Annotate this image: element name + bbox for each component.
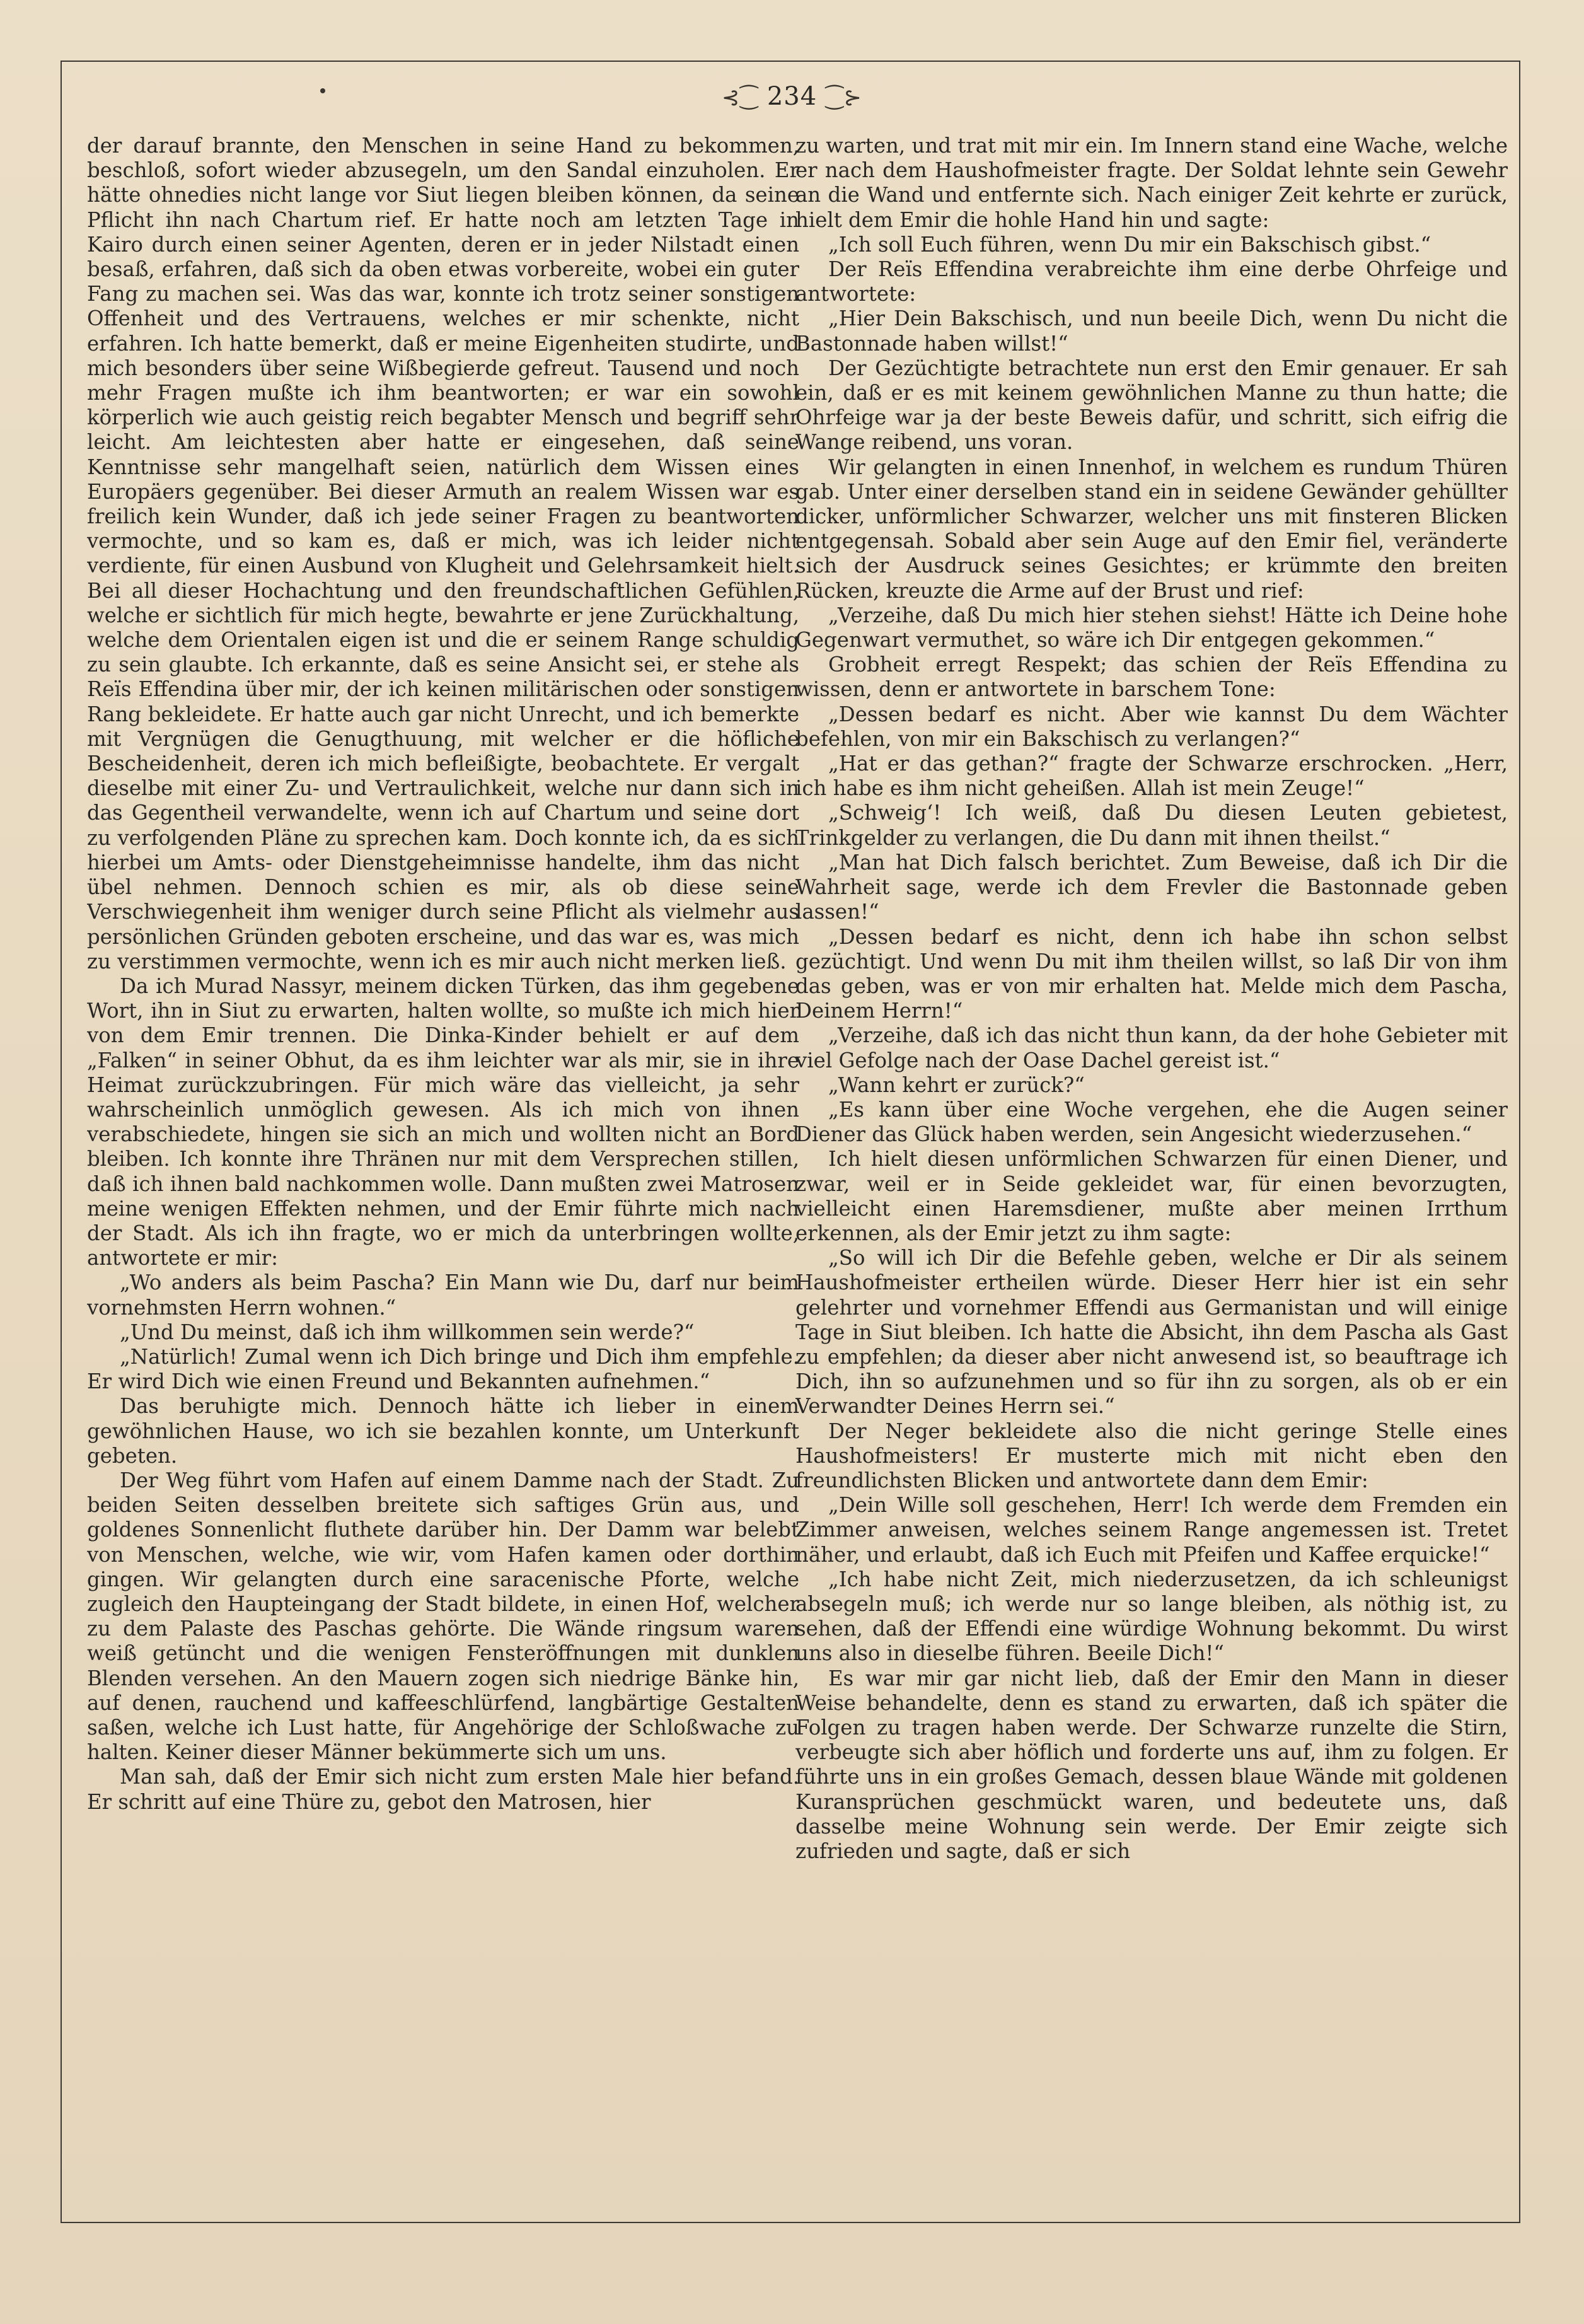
paragraph: Ich hielt diesen unförmlichen Schwarzen für einen Diener, und zwar, weil er in Seide gekleidet war, für einen bevorzugten, vielleicht einen Haremsdiener, mußte aber meinen Irrthum erkennen, als der Emir jetzt zu ihm sagte: bbox=[795, 1147, 1508, 1245]
paragraph: „Verzeihe, daß Du mich hier stehen siehst! Hätte ich Deine hohe Gegenwart vermuthet, so wäre ich Dir entgegen gekommen.“ bbox=[795, 603, 1508, 653]
paragraph: „Und Du meinst, daß ich ihm willkommen sein werde?“ bbox=[120, 1320, 695, 1344]
paragraph: „Dein Wille soll geschehen, Herr! Ich werde dem Fremden ein Zimmer anweisen, welches seinem Range angemessen ist. Tretet näher, und erlaubt, daß ich Euch mit Pfeifen und Kaffee erquicke!“ bbox=[795, 1493, 1508, 1567]
left-ornament-icon: ⊰⁐ bbox=[721, 85, 758, 110]
paragraph: Da ich Murad Nassyr, meinem dicken Türken, das ihm gegebene Wort, ihn in Siut zu erwarten, halten wollte, so mußte ich mich hier von dem Emir trennen. Die Dinka-Kinder behielt er auf dem „Falken“ in seiner Obhut, da es ihm leichter war als mir, sie in ihre Heimat zurückzubringen. Für mich wäre das vielleicht, ja sehr wahrscheinlich unmöglich gewesen. Als ich mich von ihnen verabschiedete, hingen sie sich an mich und wollten nicht an Bord bleiben. Ich konnte ihre Thränen nur mit dem Versprechen stillen, daß ich ihnen bald nachkommen wolle. Dann mußten zwei Matrosen meine wenigen Effekten nehmen, und der Emir führte mich nach der Stadt. Als ich ihn fragte, wo er mich da unterbringen wollte, antwortete er mir: bbox=[87, 973, 799, 1270]
right-ornament-icon: ⁐⊱ bbox=[826, 85, 862, 110]
paragraph: „Hier Dein Bakschisch, und nun beeile Dich, wenn Du nicht die Bastonnade haben willst!“ bbox=[795, 306, 1508, 356]
paragraph: Man sah, daß der Emir sich nicht zum ersten Male hier befand. Er schritt auf eine Thüre zu, gebot den Matrosen, hier bbox=[87, 1765, 799, 1814]
paragraph: „Man hat Dich falsch berichtet. Zum Beweise, daß ich Dir die Wahrheit sage, werde ich dem Frevler die Bastonnade geben lassen!“ bbox=[795, 850, 1508, 924]
paragraph: Wir gelangten in einen Innenhof, in welchem es rundum Thüren gab. Unter einer derselben stand ein in seidene Gewänder gehüllter dicker, unförmlicher Schwarzer, welcher uns mit finsteren Blicken entgegensah. Sobald aber sein Auge auf den Emir fiel, veränderte sich der Ausdruck seines Gesichtes; er krümmte den breiten Rücken, kreuzte die Arme auf der Brust und rief: bbox=[795, 455, 1508, 603]
paragraph: Grobheit erregt Respekt; das schien der Reïs Effendina zu wissen, denn er antwortete in barschem Tone: bbox=[795, 653, 1508, 702]
paragraph: Der Weg führt vom Hafen auf einem Damme nach der Stadt. Zu beiden Seiten desselben breitete sich saftiges Grün aus, und goldenes Sonnenlicht fluthete darüber hin. Der Damm war belebt von Menschen, welche, wie wir, vom Hafen kamen oder dorthin gingen. Wir gelangten durch eine saracenische Pforte, welche zugleich den Haupteingang der Stadt bildete, in einen Hof, welcher zu dem Palaste des Paschas gehörte. Die Wände ringsum waren weiß getüncht und die wenigen Fensteröffnungen mit dunklen Blenden versehen. An den Mauern zogen sich niedrige Bänke hin, auf denen, rauchend und kaffeeschlürfend, langbärtige Gestalten saßen, welche ich Lust hatte, für Angehörige der Schloßwache zu halten. Keiner dieser Männer bekümmerte sich um uns. bbox=[87, 1468, 799, 1765]
paragraph: „Wann kehrt er zurück?“ bbox=[828, 1072, 1085, 1097]
left-column bbox=[87, 134, 799, 2195]
paragraph: Der Gezüchtigte betrachtete nun erst den Emir genauer. Er sah ein, daß er es mit keinem gewöhnlichen Manne zu thun hatte; die Ohrfeige war ja der beste Beweis dafür, und schritt, sich eifrig die Wange reibend, uns voran. bbox=[795, 356, 1508, 455]
paragraph: „Ich habe nicht Zeit, mich niederzusetzen, da ich schleunigst absegeln muß; ich werde nur so lange bleiben, als nöthig ist, zu sehen, daß der Effendi eine würdige Wohnung bekommt. Du wirst uns also in dieselbe führen. Beeile Dich!“ bbox=[795, 1567, 1508, 1666]
paragraph: „Ich soll Euch führen, wenn Du mir ein Bakschisch gibst.“ bbox=[828, 232, 1431, 257]
paragraph: Der Reïs Effendina verabreichte ihm eine derbe Ohrfeige und antwortete: bbox=[795, 257, 1508, 306]
paragraph: „Natürlich! Zumal wenn ich Dich bringe und Dich ihm empfehle. Er wird Dich wie einen Freund und Bekannten aufnehmen.“ bbox=[87, 1344, 799, 1394]
page-number: 234 bbox=[766, 82, 818, 111]
right-column bbox=[795, 134, 1508, 2195]
paragraph: „Schweig‘! Ich weiß, daß Du diesen Leuten gebietest, Trinkgelder zu verlangen, die Du dann mit ihnen theilst.“ bbox=[795, 801, 1508, 850]
paragraph: „Verzeihe, daß ich das nicht thun kann, da der hohe Gebieter mit viel Gefolge nach der Oase Dachel gereist ist.“ bbox=[795, 1023, 1508, 1072]
paragraph: der darauf brannte, den Menschen in seine Hand zu bekommen, beschloß, sofort wieder abzusegeln, um den Sandal einzuholen. Er hätte ohnedies nicht lange vor Siut liegen bleiben können, da seine Pflicht ihn nach Chartum rief. Er hatte noch am letzten Tage in Kairo durch einen seiner Agenten, deren er in jeder Nilstadt einen besaß, erfahren, daß sich da oben etwas vorbereite, wobei ein guter Fang zu machen sei. Was das war, konnte ich trotz seiner sonstigen Offenheit und des Vertrauens, welches er mir schenkte, nicht erfahren. Ich hatte bemerkt, daß er meine Eigenheiten studirte, und mich besonders über seine Wißbegierde gefreut. Tausend und noch mehr Fragen mußte ich ihm beantworten; er war ein sowohl körperlich wie auch geistig reich begabter Mensch und begriff sehr leicht. Am leichtesten aber hatte er eingesehen, daß seine Kenntnisse sehr mangelhaft seien, natürlich dem Wissen eines Europäers gegenüber. Bei dieser Armuth an realem Wissen war es freilich kein Wunder, daß ich jede seiner Fragen zu beantworten vermochte, und so kam es, daß er mich, was ich leider nicht verdiente, für einen Ausbund von Klugheit und Gelehrsamkeit hielt. Bei all dieser Hochachtung und den freundschaftlichen Gefühlen, welche er sichtlich für mich hegte, bewahrte er jene Zurückhaltung, welche dem Orientalen eigen ist und die er seinem Range schuldig zu sein glaubte. Ich erkannte, daß es seine Ansicht sei, er stehe als Reïs Effendina über mir, der ich keinen militärischen oder sonstigen Rang bekleidete. Er hatte auch gar nicht Unrecht, und ich bemerkte mit Vergnügen die Genugthuung, mit welcher er die höfliche Bescheidenheit, deren ich mich befleißigte, beobachtete. Er vergalt dieselbe mit einer Zu- und Vertraulichkeit, welche nur dann sich in das Gegentheil verwandelte, wenn ich auf Chartum und seine dort zu verfolgenden Pläne zu sprechen kam. Doch konnte ich, da es sich hierbei um Amts- oder Dienstgeheimnisse handelte, ihm das nicht übel nehmen. Dennoch schien es mir, als ob diese seine Verschwiegenheit ihm weniger durch seine Pflicht als vielmehr aus persönlichen Gründen geboten erscheine, und das war es, was mich zu verstimmen vermochte, wenn ich es mir auch nicht merken ließ. bbox=[87, 134, 799, 973]
paragraph: „Dessen bedarf es nicht. Aber wie kannst Du dem Wächter befehlen, von mir ein Bakschisch zu verlangen?“ bbox=[795, 702, 1508, 751]
paragraph: „Hat er das gethan?“ fragte der Schwarze erschrocken. „Herr, ich habe es ihm nicht geheißen. Allah ist mein Zeuge!“ bbox=[795, 752, 1508, 801]
paragraph: Der Neger bekleidete also die nicht geringe Stelle eines Haushofmeisters! Er musterte mich mit nicht eben den freundlichsten Blicken und antwortete dann dem Emir: bbox=[795, 1419, 1508, 1492]
paragraph: Das beruhigte mich. Dennoch hätte ich lieber in einem gewöhnlichen Hause, wo ich sie bezahlen konnte, um Unterkunft gebeten. bbox=[87, 1394, 799, 1468]
paragraph: „Es kann über eine Woche vergehen, ehe die Augen seiner Diener das Glück haben werden, sein Angesicht wiederzusehen.“ bbox=[795, 1097, 1508, 1147]
paragraph: Es war mir gar nicht lieb, daß der Emir den Mann in dieser Weise behandelte, denn es stand zu erwarten, daß ich später die Folgen zu tragen haben werde. Der Schwarze runzelte die Stirn, verbeugte sich aber höflich und forderte uns auf, ihm zu folgen. Er führte uns in ein großes Gemach, dessen blaue Wände mit goldenen Kuransprüchen geschmückt waren, und bedeutete uns, daß dasselbe meine Wohnung sein werde. Der Emir zeigte sich zufrieden und sagte, daß er sich bbox=[795, 1666, 1508, 1864]
paragraph: „Wo anders als beim Pascha? Ein Mann wie Du, darf nur beim vornehmsten Herrn wohnen.“ bbox=[87, 1270, 799, 1320]
paragraph: „So will ich Dir die Befehle geben, welche er Dir als seinem Haushofmeister ertheilen würde. Dieser Herr hier ist ein sehr gelehrter und vornehmer Effendi aus Germanistan und will einige Tage in Siut bleiben. Ich hatte die Absicht, ihn dem Pascha als Gast zu empfehlen; da dieser aber nicht anwesend ist, so beauftrage ich Dich, ihn so aufzunehmen und so für ihn zu sorgen, als ob er ein Verwandter Deines Herrn sei.“ bbox=[795, 1246, 1508, 1419]
paragraph: „Dessen bedarf es nicht, denn ich habe ihn schon selbst gezüchtigt. Und wenn Du mit ihm theilen willst, so laß Dir von ihm das geben, was er von mir erhalten hat. Melde mich dem Pascha, Deinem Herrn!“ bbox=[795, 924, 1508, 1023]
paragraph: zu warten, und trat mit mir ein. Im Innern stand eine Wache, welche er nach dem Haushofmeister fragte. Der Soldat lehnte sein Gewehr an die Wand und entfernte sich. Nach einiger Zeit kehrte er zurück, hielt dem Emir die hohle Hand hin und sagte: bbox=[795, 134, 1508, 232]
